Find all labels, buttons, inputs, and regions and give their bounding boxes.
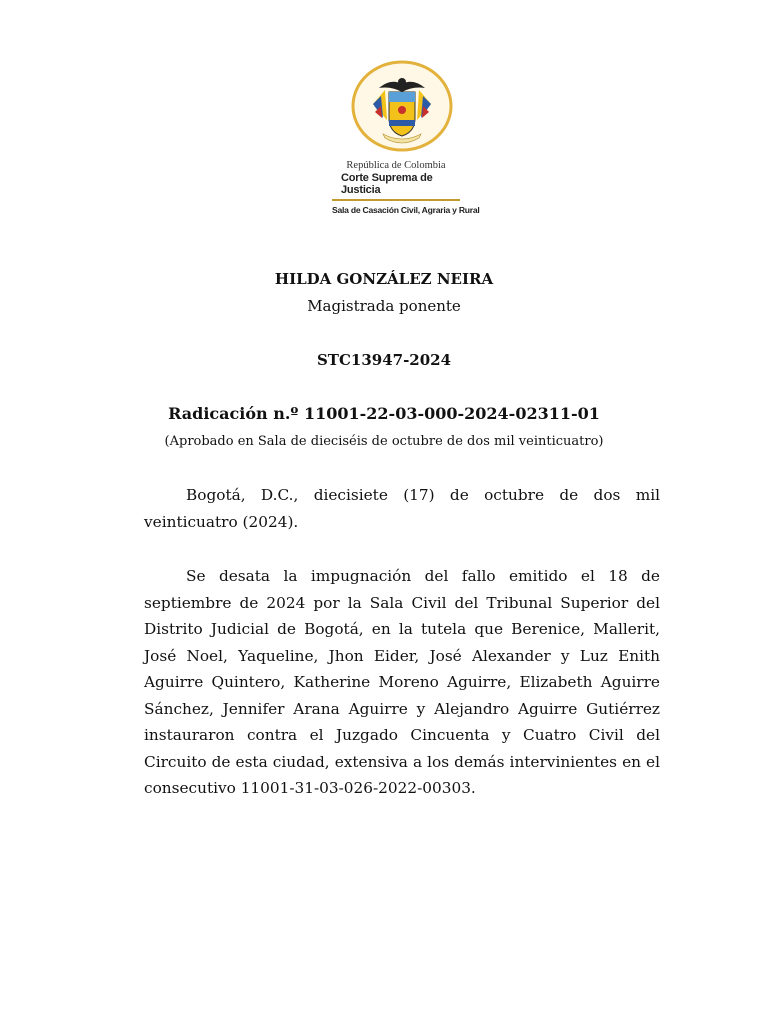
- republic-label: República de Colombia: [346, 160, 446, 171]
- body-paragraph: Se desata la impugnación del fallo emitido el 18 de septiembre de 2024 por la Sala Civil del Tribunal Superior del Distrito Judicial de Bogotá, en la tutela que Berenice, Mallerit, José Noel, Yaqueline, Jhon Eider, José Alexander y Luz Enith Aguirre Quintero, Katherine Moreno Aguirre, Elizabeth Aguirre Sánchez, Jennifer Arana Aguirre y Alejandro Aguirre Gutiérrez instauraron contra el Juzgado Cincuenta y Cuatro Civil del Circuito de esta ciudad, extensiva a los demás intervinientes en el consecutivo 11001-31-03-026-2022-00303.: [144, 567, 660, 797]
- magistrate-name: HILDA GONZÁLEZ NEIRA: [274, 270, 494, 288]
- magistrate-role: Magistrada ponente: [307, 297, 461, 315]
- court-header: [332, 160, 480, 215]
- chamber-name: Sala de Casación Civil, Agraria y Rural: [332, 205, 480, 215]
- approval-note: (Aprobado en Sala de dieciséis de octubre de dos mil veinticuatro): [164, 434, 604, 449]
- court-seal-icon: [351, 60, 453, 152]
- gold-divider: [332, 199, 460, 201]
- date-paragraph: Bogotá, D.C., diecisiete (17) de octubre de dos mil veinticuatro (2024).: [144, 486, 660, 531]
- court-name: Corte Suprema de Justicia: [341, 172, 433, 196]
- radicacion-number: Radicación n.º 11001-22-03-000-2024-02311-01: [168, 404, 600, 423]
- ruling-number: STC13947-2024: [316, 351, 452, 369]
